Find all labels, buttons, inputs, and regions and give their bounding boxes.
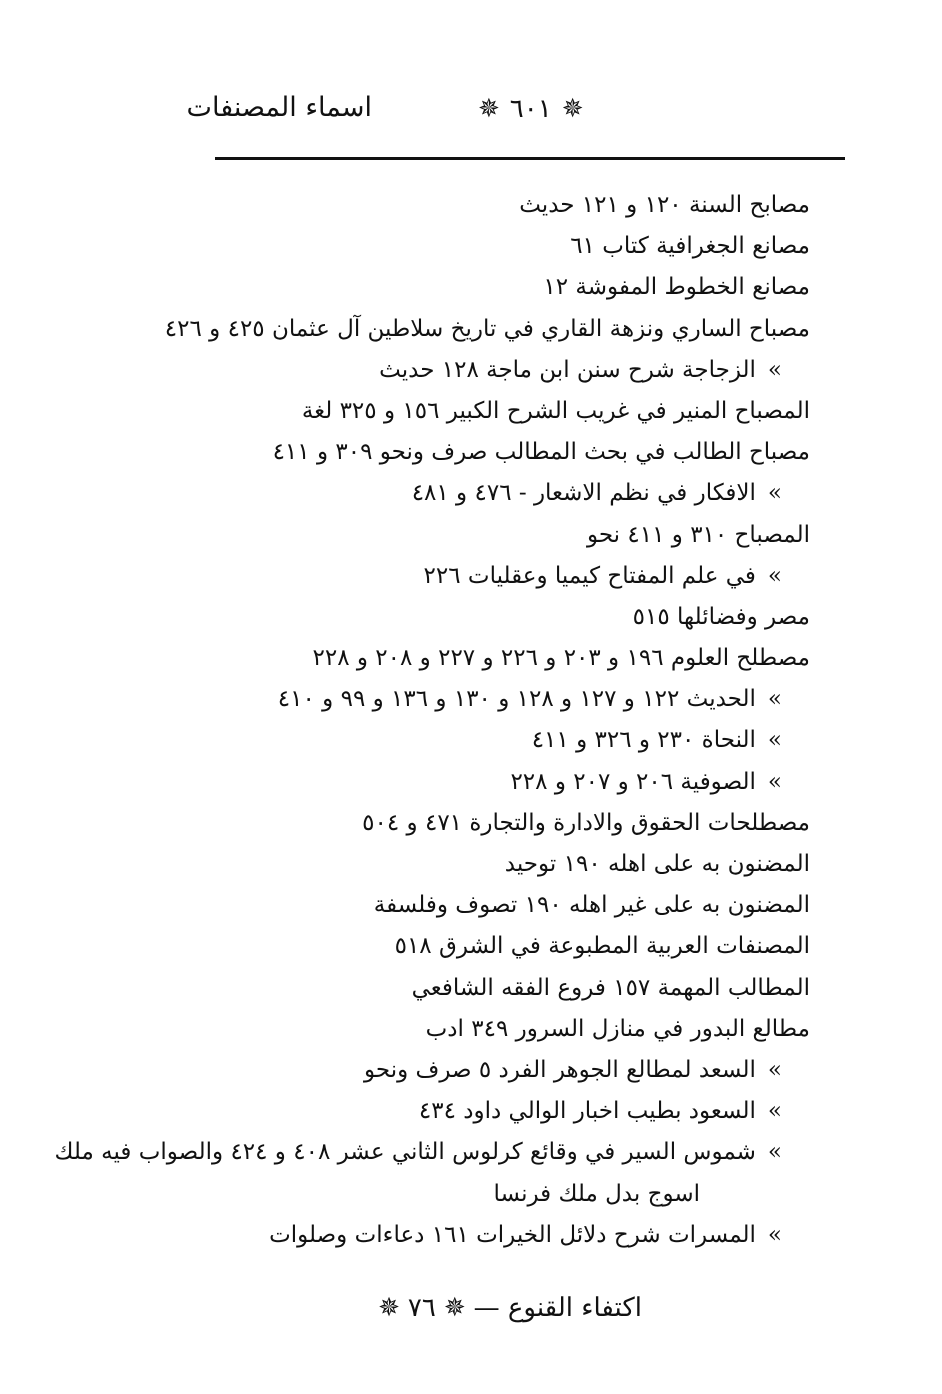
ornament-icon: ✵	[478, 94, 500, 124]
entry-text: المضنون به على اهله ١٩٠ توحيد	[504, 851, 810, 877]
index-entry	[50, 885, 810, 926]
index-entry	[50, 762, 810, 803]
entry-text: مصباح الطالب في بحث المطالب صرف ونحو ٣٠٩ و ٤١١	[272, 439, 810, 466]
index-entry	[50, 1174, 810, 1215]
ditto-mark: »	[767, 356, 782, 383]
entry-text: في علم المفتاح كيميا وعقليات ٢٢٦	[423, 562, 756, 589]
entry-text: السعود بطيب اخبار الوالي داود ٤٣٤	[418, 1098, 756, 1125]
index-entry	[50, 1132, 810, 1173]
entry-text: الزجاجة شرح سنن ابن ماجة ١٢٨ حديث	[379, 356, 756, 383]
entry-text: المطالب المهمة ١٥٧ فروع الفقه الشافعي	[411, 974, 810, 1001]
entry-text: شموس السير في وقائع كرلوس الثاني عشر ٤٠٨ و ٤٢٤ والصواب فيه ملك	[54, 1139, 756, 1166]
entry-text: مصطلح العلوم ١٩٦ و ٢٠٣ و ٢٢٦ و ٢٢٧ و ٢٠٨ و ٢٢٨	[312, 645, 810, 672]
index-entry	[50, 638, 810, 679]
ornament-icon: ✵	[378, 1293, 400, 1323]
entry-text: النحاة ٢٣٠ و ٣٢٦ و ٤١١	[531, 727, 756, 754]
header-rule	[215, 157, 845, 160]
entry-text: مصطلحات الحقوق والادارة والتجارة ٤٧١ و ٥٠٤	[362, 809, 810, 836]
index-entry	[50, 926, 810, 967]
entry-text: المصباح ٣١٠ و ٤١١ نحو	[586, 521, 810, 548]
page-header	[0, 90, 942, 140]
ditto-mark: »	[767, 1098, 782, 1125]
index-entry	[50, 968, 810, 1009]
index-entry	[50, 679, 810, 720]
entry-text: مصانع الخطوط المفوشة ١٢	[543, 274, 810, 301]
ditto-mark: »	[767, 1056, 782, 1083]
index-entry	[50, 185, 810, 226]
entry-text: مطالع البدور في منازل السرور ٣٤٩ ادب	[425, 1015, 810, 1042]
entry-text: مصانع الجغرافية كتاب ٦١	[570, 233, 810, 260]
ornament-icon: ✵	[443, 1293, 466, 1323]
page-number-block	[478, 94, 584, 124]
entry-text: المصباح المنير في غريب الشرح الكبير ١٥٦ و ٣٢٥ لغة	[301, 397, 810, 424]
entry-text: الصوفية ٢٠٦ و ٢٠٧ و ٢٢٨	[510, 768, 756, 795]
entry-text: المسرات شرح دلائل الخيرات ١٦١ دعاءات وصلوات	[269, 1221, 756, 1248]
entry-text: اسوج بدل ملك فرنسا	[493, 1180, 700, 1207]
index-entry	[50, 226, 810, 267]
index-entry	[50, 1050, 810, 1091]
entry-text: مصابح السنة ١٢٠ و ١٢١ حديث	[519, 192, 810, 218]
page-number: ٦٠١	[509, 94, 552, 124]
index-entry	[50, 473, 810, 514]
ornament-icon: ✵	[561, 94, 584, 124]
index-entry	[50, 309, 810, 350]
entry-text: مصباح الساري ونزهة القاري في تاريخ سلاطين آل عثمان ٤٢٥ و ٤٢٦	[164, 315, 810, 342]
ditto-mark: »	[767, 768, 782, 795]
index-entries	[50, 185, 810, 1256]
index-entry	[50, 350, 810, 391]
entry-text: الحديث ١٢٢ و ١٢٧ و ١٢٨ و ١٣٠ و ١٣٦ و ٩٩ و ٤١٠	[277, 686, 756, 713]
ditto-mark: »	[767, 1221, 782, 1248]
index-entry	[50, 803, 810, 844]
footer-title: اكتفاء القنوع —	[473, 1293, 642, 1323]
footer-number: ٧٦	[407, 1293, 436, 1323]
ditto-mark: »	[767, 562, 782, 589]
ditto-mark: »	[767, 727, 782, 754]
ditto-mark: »	[767, 480, 782, 507]
index-entry	[50, 515, 810, 556]
index-entry	[50, 391, 810, 432]
entry-text: مصر وفضائلها ٥١٥	[632, 603, 810, 630]
ditto-mark: »	[767, 686, 782, 713]
entry-text: المصنفات العربية المطبوعة في الشرق ٥١٨	[394, 933, 810, 960]
page-footer	[0, 1293, 942, 1333]
entry-text: الافكار في نظم الاشعار - ٤٧٦ و ٤٨١	[411, 480, 756, 507]
footer-signature	[378, 1293, 642, 1323]
index-entry	[50, 597, 810, 638]
index-entry	[50, 844, 810, 885]
index-entry	[50, 1215, 810, 1256]
running-title: اسماء المصنفات	[186, 92, 372, 123]
entry-text: السعد لمطالع الجوهر الفرد ٥ صرف ونحو	[363, 1056, 756, 1083]
index-entry	[50, 267, 810, 308]
ditto-mark: »	[767, 1139, 782, 1166]
index-entry	[50, 1009, 810, 1050]
index-entry	[50, 720, 810, 761]
index-entry	[50, 556, 810, 597]
index-entry	[50, 432, 810, 473]
index-entry	[50, 1091, 810, 1132]
entry-text: المضنون به على غير اهله ١٩٠ تصوف وفلسفة	[373, 892, 810, 919]
